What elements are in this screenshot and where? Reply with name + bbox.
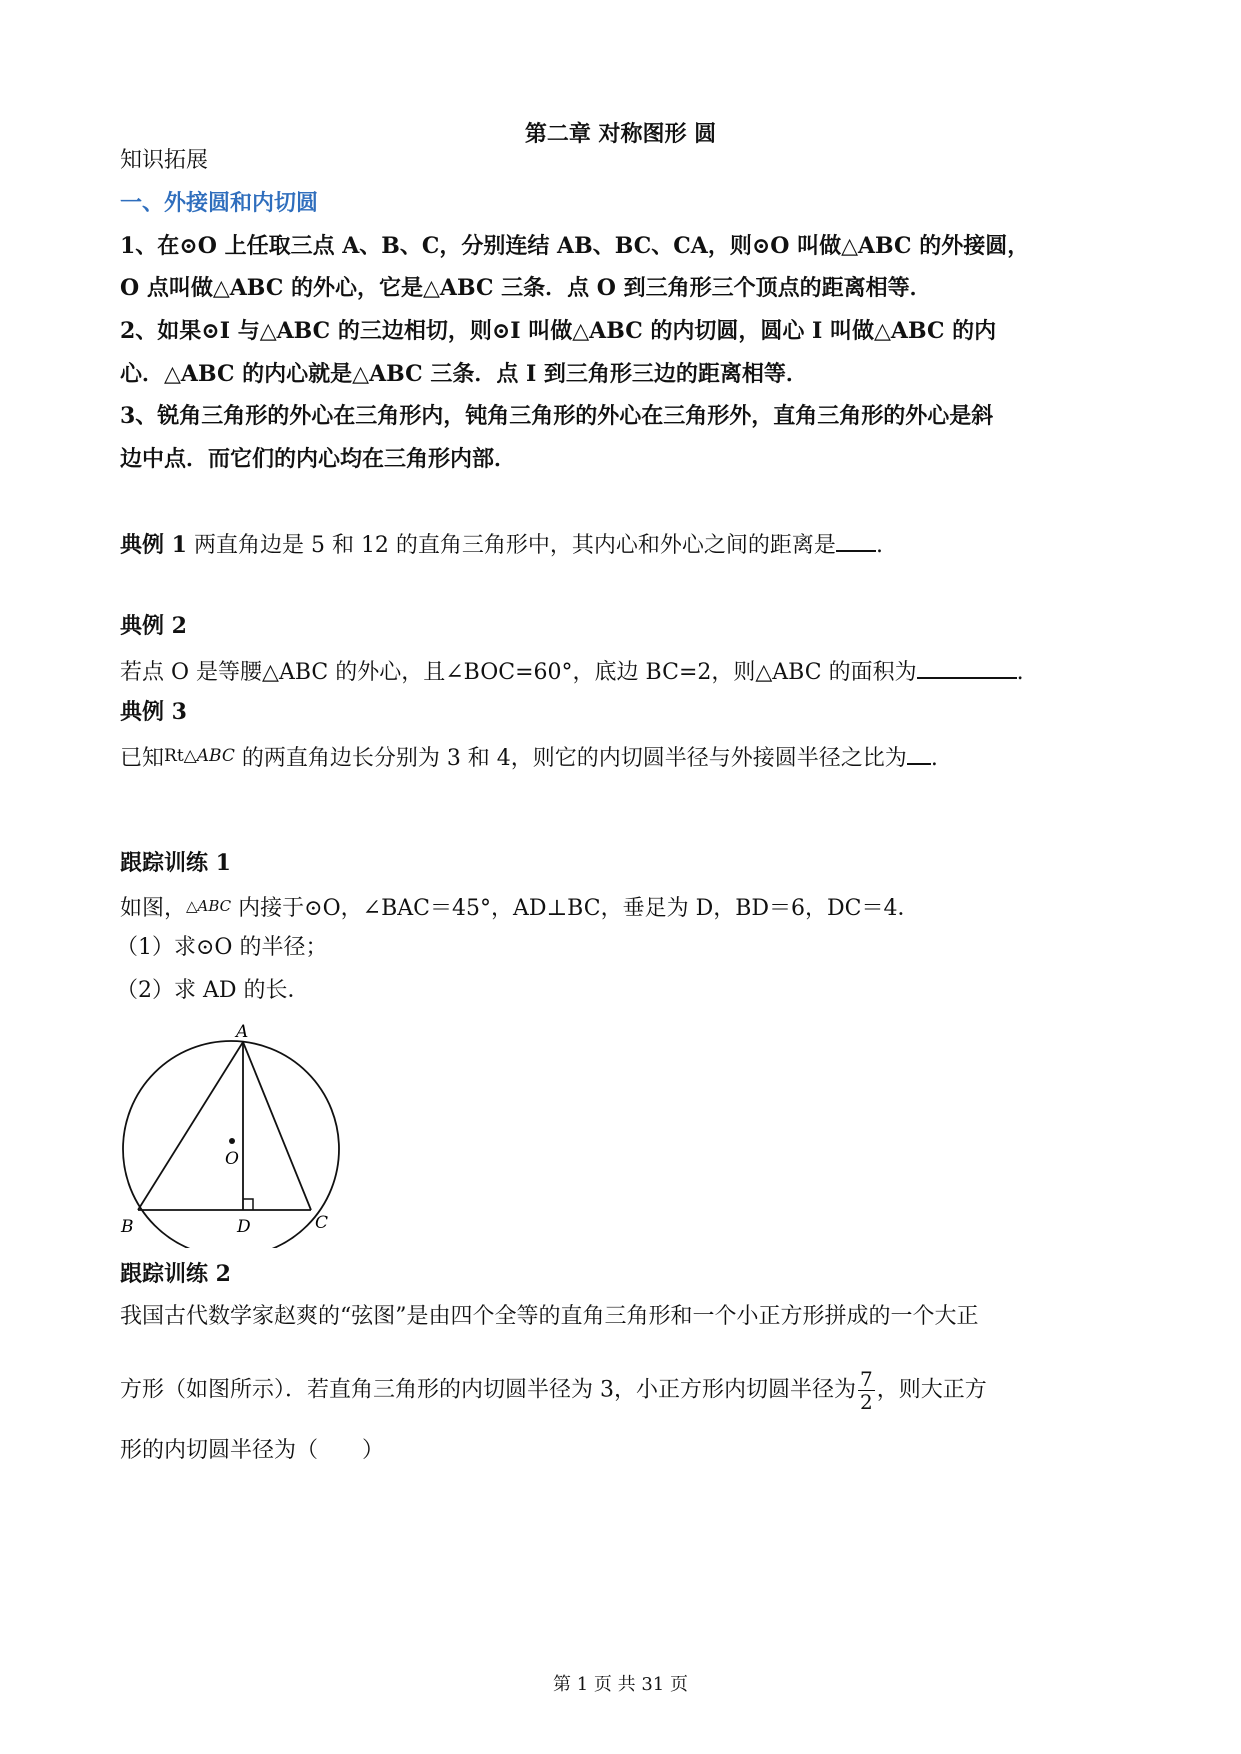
example-2-label: 典例 2 [120, 613, 187, 639]
subtitle: 知识拓展 [120, 148, 209, 173]
label-d: D [237, 1217, 251, 1237]
knowledge-point-3-line-1: 3、锐角三角形的外心在三角形内，钝角三角形的外心在三角形外，直角三角形的外心是斜 [120, 403, 994, 429]
side-ab [138, 1042, 243, 1210]
knowledge-point-1-line-1: 1、在⊙O 上任取三点 A、B、C，分别连结 AB、BC、CA，则⊙O 叫做△ABC 的外接圆， [120, 233, 1030, 259]
section-heading: 一、外接圆和内切圆 [120, 190, 319, 216]
center-point [229, 1138, 235, 1144]
training-2-line-3: 形的内切圆半径为（ ） [120, 1438, 385, 1463]
training-2-line-2: 方形（如图所示）．若直角三角形的内切圆半径为 3，小正方形内切圆半径为 $\frac{7}{2}$ ，则大正方 [120, 1367, 987, 1414]
example-2: 若点 O 是等腰△ABC 的外心，且∠BOC=60°，底边 BC=2，则△ABC 的面积为 . [120, 655, 1024, 688]
page-title: 第二章 对称图形 圆 [524, 121, 717, 147]
label-o: O [225, 1149, 239, 1169]
example-3: 已知Rt△ABC 的两直角边长分别为 3 和 4，则它的内切圆半径与外接圆半径之比为 . [120, 741, 938, 774]
training-1-statement: 如图，△ABC 内接于⊙O，∠BAC＝45°，AD⊥BC，垂足为 D，BD＝6，DC＝4． [120, 896, 920, 921]
training-1-question-2: （2）求 AD 的长． [116, 978, 310, 1003]
knowledge-point-3-line-2: 边中点．而它们的内心均在三角形内部． [120, 446, 517, 472]
training-2-label: 跟踪训练 2 [120, 1261, 231, 1287]
answer-blank [836, 528, 876, 552]
example-1-text: 两直角边是 5 和 12 的直角三角形中，其内心和外心之间的距离是 [186, 533, 836, 558]
answer-blank [907, 741, 931, 765]
training-1-label: 跟踪训练 1 [120, 850, 231, 876]
example-3-text: 的两直角边长分别为 3 和 4，则它的内切圆半径与外接圆半径之比为 [234, 746, 907, 771]
example-1: 典例 1 两直角边是 5 和 12 的直角三角形中，其内心和外心之间的距离是 . [120, 528, 883, 561]
knowledge-point-2-line-1: 2、如果⊙I 与△ABC 的三边相切，则⊙I 叫做△ABC 的内切圆，圆心 I 叫做△ABC 的内 [120, 318, 997, 344]
answer-blank [917, 655, 1017, 679]
example-1-label: 典例 1 [120, 532, 187, 558]
label-a: A [236, 1022, 249, 1042]
fraction-seven-halves: $\frac{7}{2}$ [860, 1367, 873, 1414]
label-b: B [121, 1217, 134, 1237]
training-2-line-1: 我国古代数学家赵爽的“弦图”是由四个全等的直角三角形和一个小正方形拼成的一个大正 [120, 1304, 979, 1329]
circle-triangle-figure [110, 1018, 350, 1248]
example-2-text: 若点 O 是等腰△ABC 的外心，且∠BOC=60°，底边 BC=2，则△ABC 的面积为 [120, 660, 917, 685]
knowledge-point-2-line-2: 心．△ABC 的内心就是△ABC 三条．点 I 到三角形三边的距离相等． [120, 361, 808, 387]
page-footer: 第 1 页 共 31 页 [553, 1674, 688, 1695]
circumcircle [123, 1041, 339, 1248]
example-3-label: 典例 3 [120, 699, 187, 725]
right-angle-mark [243, 1199, 253, 1210]
training-1-question-1: （1）求⊙O 的半径； [116, 935, 328, 960]
knowledge-point-1-line-2: O 点叫做△ABC 的外心，它是△ABC 三条．点 O 到三角形三个顶点的距离相等． [120, 275, 932, 301]
label-c: C [315, 1213, 329, 1233]
